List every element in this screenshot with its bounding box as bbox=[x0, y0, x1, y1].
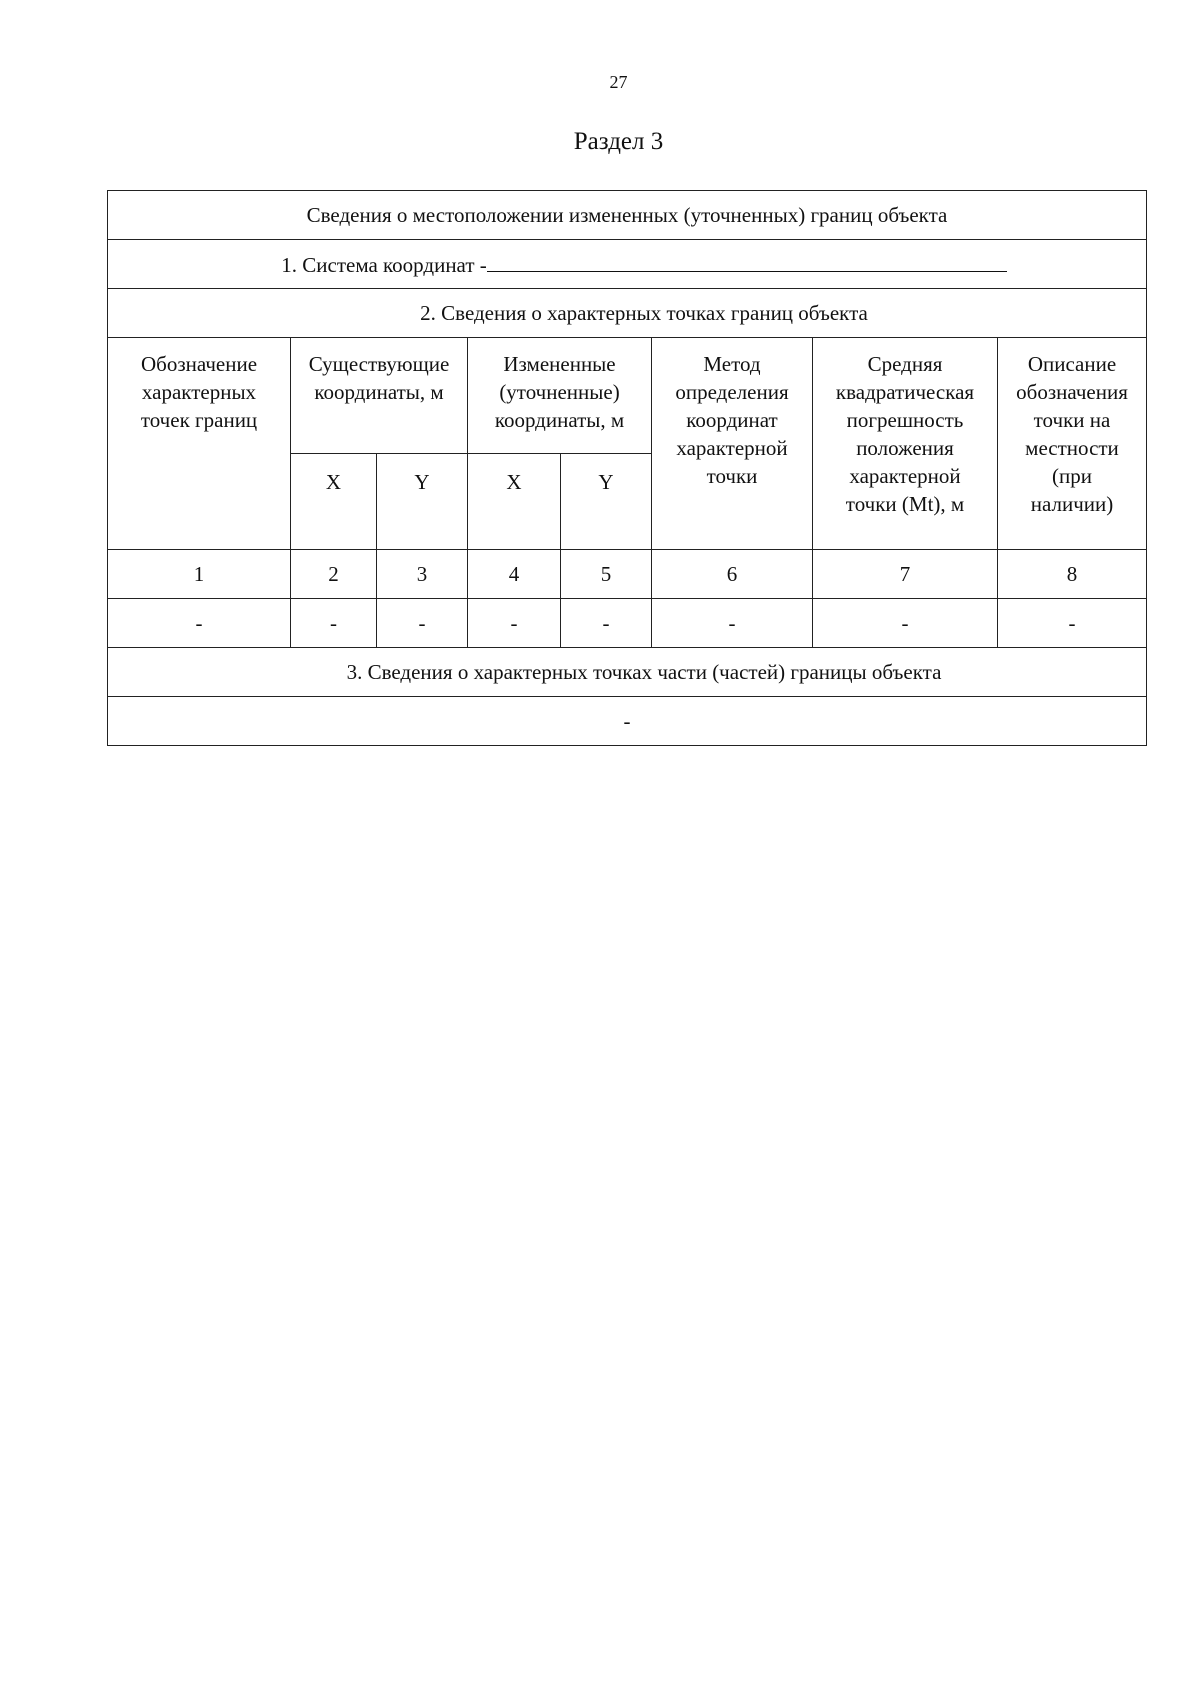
header-changed-coords: Измененные (уточненные) координаты, м bbox=[468, 338, 652, 454]
table-cell: - bbox=[998, 599, 1147, 648]
table-cell: - bbox=[108, 599, 291, 648]
column-number: 3 bbox=[377, 550, 468, 599]
header-error: Средняя квадратическая погрешность положения характерной точки (Mt), м bbox=[813, 338, 998, 550]
column-number: 8 bbox=[998, 550, 1147, 599]
header-existing-y: Y bbox=[377, 454, 468, 550]
column-number: 2 bbox=[291, 550, 377, 599]
parts-section-label: 3. Сведения о характерных точках части (частей) границы объекта bbox=[108, 648, 1147, 697]
boundary-table bbox=[107, 190, 1147, 746]
header-point-designation: Обозначение характерных точек границ bbox=[108, 338, 291, 550]
table-cell: - bbox=[291, 599, 377, 648]
header-description: Описание обозначения точки на местности (при наличии) bbox=[998, 338, 1147, 550]
header-changed-y: Y bbox=[561, 454, 652, 550]
table-cell: - bbox=[813, 599, 998, 648]
table-cell: - bbox=[561, 599, 652, 648]
header-method: Метод определения координат характерной точки bbox=[652, 338, 813, 550]
header-existing-coords: Существующие координаты, м bbox=[291, 338, 468, 454]
coord-system-blank[interactable] bbox=[487, 249, 1007, 272]
table-cell: - bbox=[468, 599, 561, 648]
coord-system-label: 1. Система координат - bbox=[281, 253, 487, 277]
column-number: 7 bbox=[813, 550, 998, 599]
parts-section-value: - bbox=[108, 697, 1147, 746]
column-number: 6 bbox=[652, 550, 813, 599]
column-number: 1 bbox=[108, 550, 291, 599]
section-title: Раздел 3 bbox=[573, 128, 664, 155]
column-number: 4 bbox=[468, 550, 561, 599]
header-existing-x: X bbox=[291, 454, 377, 550]
table-cell: - bbox=[377, 599, 468, 648]
column-number-row bbox=[108, 550, 1147, 599]
coord-system-row bbox=[108, 240, 1147, 289]
table-caption: Сведения о местоположении измененных (уточненных) границ объекта bbox=[108, 191, 1147, 240]
table-row bbox=[108, 599, 1147, 648]
page-number: 27 bbox=[609, 72, 628, 92]
header-changed-x: X bbox=[468, 454, 561, 550]
table-cell: - bbox=[652, 599, 813, 648]
points-section-label: 2. Сведения о характерных точках границ объекта bbox=[108, 289, 1147, 338]
column-number: 5 bbox=[561, 550, 652, 599]
